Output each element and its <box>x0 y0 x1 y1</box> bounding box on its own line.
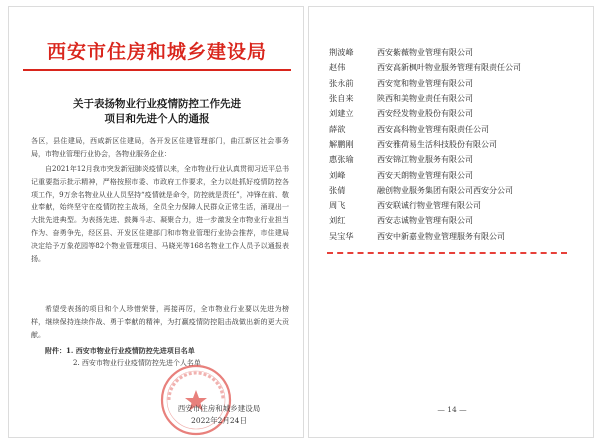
advanced-individuals-roster <box>329 45 591 244</box>
person-name: 周飞 <box>329 200 346 211</box>
roster-row <box>329 152 591 167</box>
roster-row <box>329 106 591 121</box>
company-name: 西安锦江物业服务有限公司 <box>377 155 473 165</box>
company-name: 西安高新枫叶物业服务管理有限责任公司 <box>377 63 521 73</box>
document-title <box>29 97 285 127</box>
paragraph-2: 希望受表扬的项目和个人珍惜荣誉，再接再厉，全市物业行业要以先进为榜样，继续保持连续作战、勇于奉献的精神，为打赢疫情防控阻击战做出新的更大贡献。 <box>31 305 289 339</box>
addressee: 各区，县住建局，西咸新区住建局，各开发区住建管理部门，曲江新区社会事务局，市物业管理行业协会，各物业服务企业： <box>31 137 289 158</box>
agency-header: 西安市住房和城乡建设局 <box>46 41 267 63</box>
title-line-2: 项目和先进个人的通报 <box>104 113 210 125</box>
company-name: 西安高科物业管理有限责任公司 <box>377 124 489 134</box>
person-name: 刘红 <box>329 215 346 226</box>
roster-row <box>329 121 591 136</box>
document-page-right <box>308 6 594 438</box>
company-name: 陕西和美物业责任有限公司 <box>377 94 473 104</box>
document-page-left <box>8 6 304 438</box>
roster-row <box>329 198 591 213</box>
person-name: 张永前 <box>329 77 354 88</box>
company-name: 西安雅荷易生活科技股份有限公司 <box>377 139 497 149</box>
roster-row <box>329 76 591 91</box>
sign-date: 2022年2月24日 <box>191 416 247 425</box>
roster-row <box>329 45 591 60</box>
page-number: — 14 — <box>437 405 467 414</box>
attachment-1: 附件：1. 西安市物业行业疫情防控先进项目名单 <box>45 346 195 355</box>
company-name: 西安经发物业股份有限公司 <box>377 109 473 119</box>
person-name: 赵伟 <box>329 62 346 73</box>
person-name: 刘建立 <box>329 108 354 119</box>
signature-block <box>159 403 279 427</box>
company-name: 西安志诚物业管理有限公司 <box>377 216 473 226</box>
person-name: 薛欲 <box>329 123 346 134</box>
roster-row <box>329 213 591 228</box>
company-name: 西安中新嘉业物业管理服务有限公司 <box>377 231 505 241</box>
roster-row <box>329 229 591 244</box>
person-name: 惠张瑜 <box>329 154 354 165</box>
company-name: 融创物业服务集团有限公司西安分公司 <box>377 185 513 195</box>
sign-organization: 西安市住房和城乡建设局 <box>177 404 261 413</box>
roster-row <box>329 91 591 106</box>
person-name: 张倩 <box>329 184 346 195</box>
attachment-2: 2. 西安市物业行业疫情防控先进个人名单 <box>73 359 201 367</box>
person-name: 荆波峰 <box>329 47 354 58</box>
roster-row <box>329 137 591 152</box>
company-name: 西安联诚行物业管理有限公司 <box>377 201 481 211</box>
company-name: 西安天朗物业管理有限公司 <box>377 170 473 180</box>
title-line-1: 关于表扬物业行业疫情防控工作先进 <box>73 98 241 110</box>
company-name: 西安宽和物业管理有限公司 <box>377 78 473 88</box>
header-red-rule <box>23 69 291 71</box>
roster-row <box>329 60 591 75</box>
roster-row <box>329 167 591 182</box>
person-name: 刘峰 <box>329 169 346 180</box>
person-name: 吴宝华 <box>329 230 354 241</box>
person-name: 张自来 <box>329 93 354 104</box>
paragraph-1: 自2021年12月我市突发新冠肺炎疫情以来，全市物业行业认真贯彻习近平总书记重要指示批示精神，严格按照市委、市政府工作要求，全力以赴抓好疫情防控各项工作，9万余名物业从业人员坚持“疫情就是命令，防控就是责任”，冲锋在前、敬业奉献，始终坚守在疫情防控主战场，全员全力保障人民群众正常生活，涌现出一大批先进典型。为表扬先进、鼓舞斗志、凝聚合力，进一步激发全市物业行业担当作为、奋勇争先，经区县、开发区住建部门和市物业管理行业协会推荐，市住建局决定给予万象花园等82个物业管理项目、马晓光等168名物业工作人员予以通报表扬。 <box>31 165 289 263</box>
person-name: 解鹏刚 <box>329 138 354 149</box>
roster-row <box>329 183 591 198</box>
highlight-underline <box>327 252 567 254</box>
company-name: 西安紫薇物业管理有限公司 <box>377 48 473 58</box>
